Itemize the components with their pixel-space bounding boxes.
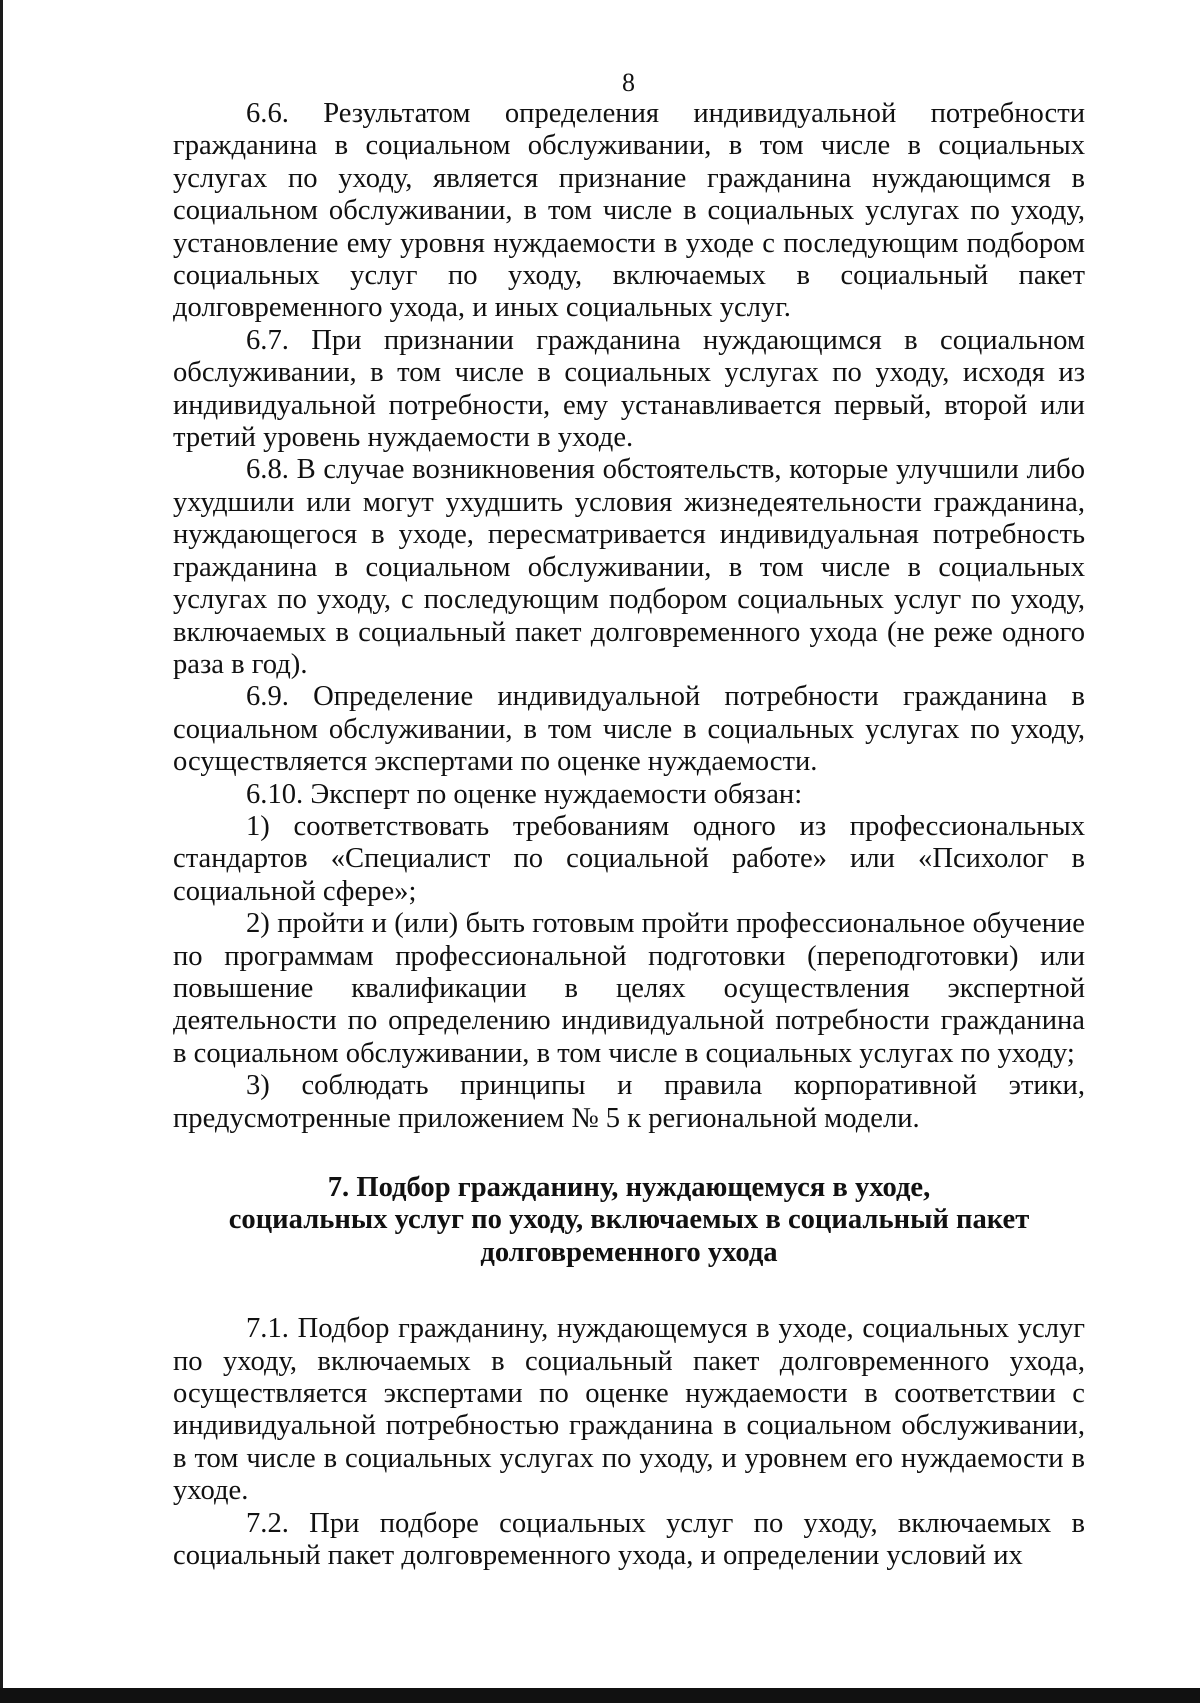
document-body — [173, 98, 1085, 1572]
paragraph-6-9: 6.9. Определение индивидуальной потребности гражданина в социальном обслуживании, в том числе в социальных услугах по уходу, осуществляется экспертами по оценке нуждаемости. — [173, 681, 1085, 778]
scan-left-edge — [0, 0, 3, 1703]
paragraph-6-8: 6.8. В случае возникновения обстоятельств, которые улучшили либо ухудшили или могут ухудшить условия жизнедеятельности гражданина, нуждающегося в уходе, пересматривается индивидуальная потребность гражданина в социальном обслуживании, в том числе в социальных услугах по уходу, с последующим подбором социальных услуг по уходу, включаемых в социальный пакет долговременного ухода (не реже одного раза в год). — [173, 454, 1085, 680]
section-7-heading — [173, 1172, 1085, 1269]
paragraph-6-7: 6.7. При признании гражданина нуждающимся в социальном обслуживании, в том числе в социальных услугах по уходу, исходя из индивидуальной потребности, ему устанавливается первый, второй или третий уровень нуждаемости в уходе. — [173, 324, 1085, 454]
paragraph-7-2: 7.2. При подборе социальных услуг по уходу, включаемых в социальный пакет долговременного ухода, и определении условий их — [173, 1507, 1085, 1572]
paragraph-7-1: 7.1. Подбор гражданину, нуждающемуся в уходе, социальных услуг по уходу, включаемых в социальный пакет долговременного ухода, осуществляется экспертами по оценке нуждаемости в соответствии с индивидуальной потребностью гражданина в социальном обслуживании, в том числе в социальных услугах по уходу, и уровнем его нуждаемости в уходе. — [173, 1313, 1085, 1507]
list-item-2: 2) пройти и (или) быть готовым пройти профессиональное обучение по программам профессиональной подготовки (переподготовки) или повышение квалификации в целях осуществления экспертной деятельности по определению индивидуальной потребности гражданина в социальном обслуживании, в том числе в социальных услугах по уходу; — [173, 908, 1085, 1069]
list-item-1: 1) соответствовать требованиям одного из профессиональных стандартов «Специалист по социальной работе» или «Психолог в социальной сфере»; — [173, 810, 1085, 907]
section-title-line-2: социальных услуг по уходу, включаемых в социальный пакет — [228, 1204, 1030, 1236]
paragraph-6-10: 6.10. Эксперт по оценке нуждаемости обязан: — [246, 778, 803, 810]
page-number: 8 — [622, 68, 635, 97]
section-title-line-1: 7. Подбор гражданину, нуждающемуся в уходе, — [327, 1172, 931, 1203]
scan-bottom-edge — [0, 1688, 1200, 1703]
list-item-3: 3) соблюдать принципы и правила корпоративной этики, предусмотренные приложением № 5 к региональной модели. — [173, 1070, 1085, 1134]
section-title-line-3: долговременного ухода — [480, 1236, 778, 1268]
paragraph-6-6: 6.6. Результатом определения индивидуальной потребности гражданина в социальном обслуживании, в том числе в социальных услугах по уходу, является признание гражданина нуждающимся в социальном обслуживании, в том числе в социальных услугах по уходу, установление ему уровня нуждаемости в уходе с последующим подбором социальных услуг по уходу, включаемых в социальный пакет долговременного ухода, и иных социальных услуг. — [173, 98, 1085, 324]
